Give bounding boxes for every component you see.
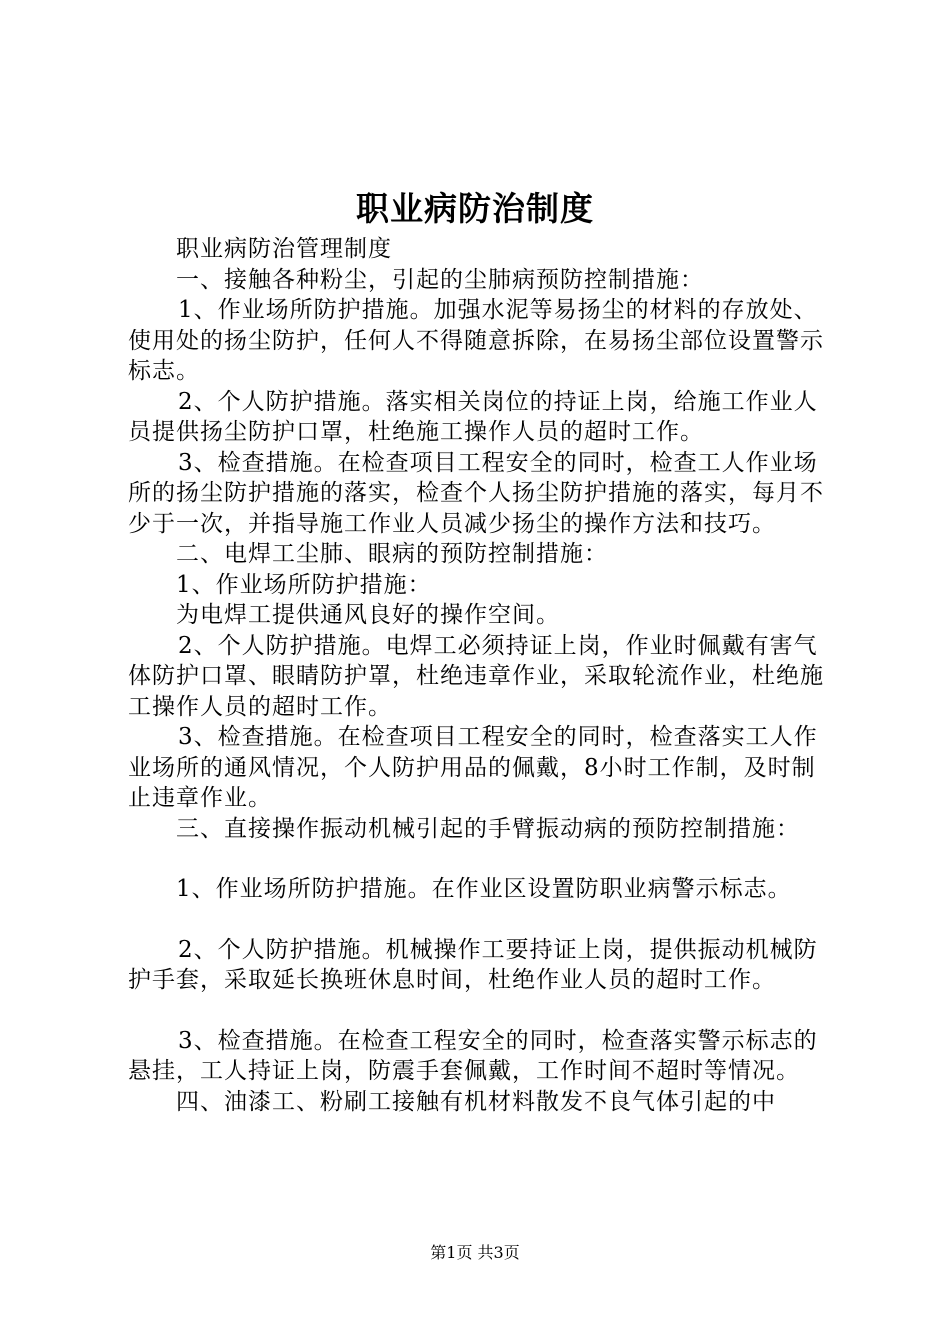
blank-line bbox=[128, 996, 828, 1026]
paragraph-section-3-item-2: 2、个人防护措施。机械操作工要持证上岗，提供振动机械防护手套，采取延长换班休息时间，杜绝作业人员的超时工作。 bbox=[128, 936, 818, 993]
paragraph-section-1-item-3: 3、检查措施。在检查项目工程安全的同时，检查工人作业场所的扬尘防护措施的落实，检查个人扬尘防护措施的落实，每月不少于一次，并指导施工作业人员减少扬尘的操作方法和技巧。 bbox=[128, 449, 824, 537]
paragraph-section-2-heading: 二、电焊工尘肺、眼病的预防控制措施： bbox=[176, 541, 608, 567]
paragraph-section-1-item-2: 2、个人防护措施。落实相关岗位的持证上岗，给施工作业人员提供扬尘防护口罩，杜绝施工操作人员的超时工作。 bbox=[128, 388, 818, 445]
blank-line bbox=[128, 844, 828, 874]
paragraph-section-2-item-1-detail: 为电焊工提供通风良好的操作空间。 bbox=[176, 602, 560, 628]
paragraph-section-1-item-1: 1、作业场所防护措施。加强水泥等易扬尘的材料的存放处、使用处的扬尘防护，任何人不得随意拆除，在易扬尘部位设置警示标志。 bbox=[128, 297, 824, 384]
paragraph-section-2-item-3: 3、检查措施。在检查项目工程安全的同时，检查落实工人作业场所的通风情况，个人防护用品的佩戴，8小时工作制，及时制止违章作业。 bbox=[128, 724, 818, 811]
page-footer: 第1页 共3页 bbox=[430, 1243, 520, 1262]
paragraph-section-3-heading: 三、直接操作振动机械引起的手臂振动病的预防控制措施： bbox=[176, 815, 800, 842]
paragraph-section-2-item-1: 1、作业场所防护措施： bbox=[176, 571, 432, 598]
paragraph-section-1-heading: 一、接触各种粉尘，引起的尘肺病预防控制措施： bbox=[176, 266, 704, 293]
document-body bbox=[128, 234, 828, 1117]
paragraph-section-4-heading: 四、油漆工、粉刷工接触有机材料散发不良气体引起的中 bbox=[176, 1088, 776, 1115]
document-title: 职业病防治制度 bbox=[356, 189, 594, 228]
paragraph-section-3-item-3: 3、检查措施。在检查工程安全的同时，检查落实警示标志的悬挂，工人持证上岗，防震手套佩戴，工作时间不超时等情况。 bbox=[128, 1027, 818, 1084]
blank-line bbox=[128, 905, 828, 935]
paragraph-section-3-item-1: 1、作业场所防护措施。在作业区设置防职业病警示标志。 bbox=[176, 876, 792, 902]
paragraph-section-2-item-2: 2、个人防护措施。电焊工必须持证上岗，作业时佩戴有害气体防护口罩、眼睛防护罩，杜绝违章作业，采取轮流作业，杜绝施工操作人员的超时工作。 bbox=[128, 632, 824, 720]
paragraph-subtitle: 职业病防治管理制度 bbox=[176, 236, 392, 262]
